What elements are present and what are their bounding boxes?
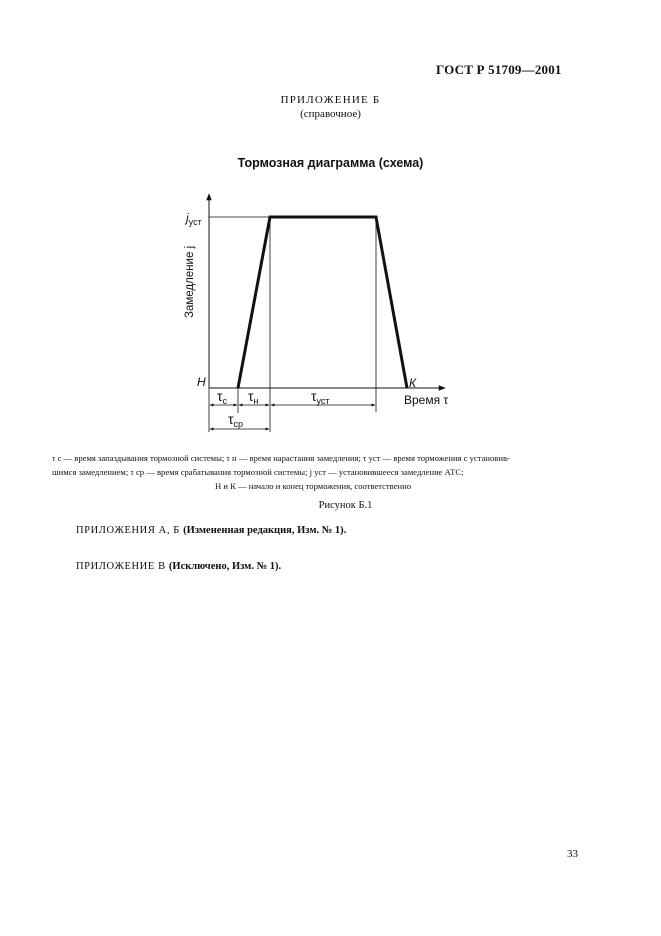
tau-sr-label: $\tau_{ср}$ — [228, 411, 244, 429]
y-max-label: $j_{уст}$ — [186, 211, 202, 227]
braking-diagram — [0, 0, 661, 440]
diagram-title: Тормозная диаграмма (схема) — [237, 156, 424, 170]
tau-c-label: $\tau_с$ — [217, 388, 228, 406]
standard-number: ГОСТ Р 51709—2001 — [436, 62, 562, 77]
note-1-text: (Измененная редакция, Изм. № 1). — [183, 525, 347, 536]
figure-caption: Рисунок Б.1 — [318, 500, 373, 511]
deceleration-curve — [238, 217, 407, 388]
amendment-note-1 — [76, 525, 346, 536]
legend-line-2: шимся замедлением; τ ср — время срабатывания тормозной системы; j уст — установившееся замедление АТС; — [52, 467, 464, 477]
note-2-prefix: ПРИЛОЖЕНИЕ В — [76, 561, 166, 572]
note-2-text: (Исключено, Изм. № 1). — [168, 561, 282, 572]
x-axis-label: Время τ — [404, 393, 449, 407]
appendix-title: ПРИЛОЖЕНИЕ Б — [280, 94, 381, 106]
legend-line-3: Н и К — начало и конец торможения, соответственно — [214, 481, 411, 491]
start-point-label: Н — [197, 375, 206, 389]
amendment-note-2 — [76, 561, 281, 572]
appendix-subtitle: (справочное) — [300, 108, 361, 120]
tau-ust-label: $\tau_{уст}$ — [311, 388, 330, 406]
diagram-legend — [52, 451, 592, 493]
y-axis-label: Замедление j — [184, 245, 196, 318]
page-number: 33 — [567, 848, 578, 860]
end-point-label: К — [409, 376, 417, 390]
legend-line-1: τ с — время запаздывания тормозной системы; τ н — время нарастания замедления; τ уст — время торможения с установив- — [52, 453, 510, 463]
note-1-prefix: ПРИЛОЖЕНИЯ А, Б — [76, 525, 180, 536]
tau-n-label: $\tau_н$ — [248, 388, 259, 406]
